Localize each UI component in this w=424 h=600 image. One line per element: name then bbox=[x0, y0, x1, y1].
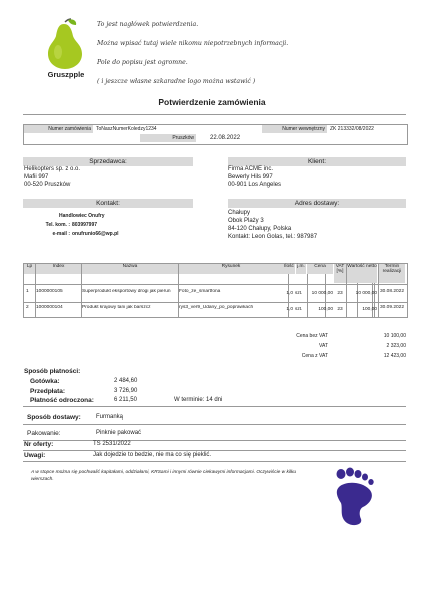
order-date: 22.08.2022 bbox=[210, 135, 241, 141]
offer-value: TS 2531/2022 bbox=[93, 441, 131, 447]
total-vat-value: 2 323,00 bbox=[386, 343, 406, 349]
contact-phone: 803997997 bbox=[72, 222, 98, 228]
shipping-divider bbox=[23, 424, 406, 425]
total-net-value: 10 100,00 bbox=[383, 333, 406, 339]
col-header-price: Cena bbox=[307, 264, 333, 274]
header-line-1: To jest nagłówek potwierdzenia. bbox=[97, 21, 199, 28]
shipping-label: Sposób dostawy: bbox=[27, 414, 81, 421]
page-title: Potwierdzenie zamówienia bbox=[158, 97, 266, 107]
delivery-line-2: Obok Plaży 3 bbox=[228, 218, 264, 224]
notes-divider bbox=[23, 461, 406, 462]
footer-note: A w stopce można się pochwalić kapitałami, oddziałami, KRSami i innymi równie ciekawymi informacjami. Oczywiście w kilku wierszach. bbox=[31, 470, 297, 482]
table-row-2-vat: 23 bbox=[337, 307, 343, 312]
footprint-logo-icon bbox=[333, 467, 381, 527]
table-row-1-lp: 1 bbox=[26, 289, 29, 294]
payment-deferred-value: 6 211,50 bbox=[114, 397, 137, 403]
seller-line-3: 00-520 Pruszków bbox=[24, 182, 71, 188]
header-line-4: ( i jeszcze własne szkaradne logo można wstawić ) bbox=[97, 78, 256, 85]
payment-divider bbox=[23, 406, 406, 407]
table-row-1-date: 30.08.2022 bbox=[379, 289, 404, 294]
col-header-qty: Ilość bbox=[283, 264, 295, 274]
company-logo bbox=[40, 18, 90, 70]
table-row-2-net: 100,00 bbox=[362, 307, 377, 312]
table-row-2-lp: 2 bbox=[26, 305, 29, 310]
total-vat-label: VAT bbox=[319, 343, 328, 349]
client-line-3: 00-901 Los Angeles bbox=[228, 182, 282, 188]
title-divider bbox=[23, 114, 406, 115]
col-header-net: Wartość netto bbox=[347, 264, 377, 283]
table-row-2-date: 30.09.2022 bbox=[379, 305, 404, 310]
table-row-1-name: Superprodukt eksportowy drogi jak pierun bbox=[82, 289, 171, 294]
offer-divider bbox=[23, 450, 406, 451]
notes-value: Jak dojedzie to bedzie, nie ma co się pieklić. bbox=[93, 452, 212, 458]
internal-number-value: ZK 213332/08/2022 bbox=[330, 126, 374, 132]
col-header-unit: j.m. bbox=[296, 264, 306, 274]
internal-number-label: Numer wewnętrzny bbox=[262, 125, 327, 133]
packing-value: Pinknie pakować bbox=[96, 430, 142, 436]
table-row-2-price: 100,00 bbox=[318, 307, 333, 312]
payment-deferred-label: Płatność odroczona: bbox=[30, 397, 94, 404]
delivery-line-3: 84-120 Chałupy, Polska bbox=[228, 226, 292, 232]
delivery-line-4: Kontakt: Leon Golas, tel.: 987987 bbox=[228, 234, 318, 240]
order-number-value: ToNaszNumerKoledzy1234 bbox=[96, 126, 157, 132]
table-row-1-qty: 1,0 bbox=[286, 291, 293, 296]
offer-label: Nr oferty: bbox=[24, 441, 54, 448]
table-row-1-price: 10 000,00 bbox=[311, 291, 333, 296]
contact-header: Kontakt: bbox=[23, 199, 193, 208]
contact-email-label: e-mail : bbox=[52, 231, 70, 237]
total-net-label: Cena bez VAT bbox=[296, 333, 328, 339]
col-header-name: Nazwa bbox=[82, 264, 178, 274]
table-row-1-drawing: Foto_ze_smartfona bbox=[179, 289, 221, 294]
col-header-vat: VAT [%] bbox=[334, 264, 346, 283]
table-row-2-drawing: rys3_ver9_Udany_po_poprawkach bbox=[179, 305, 254, 310]
contact-email[interactable]: onufrunio66@wp.pl bbox=[72, 231, 119, 237]
contact-phone-label: Tel. kom. : bbox=[45, 222, 70, 228]
payment-cash-label: Gotówka: bbox=[30, 378, 60, 385]
total-gross-label: Cena z VAT bbox=[301, 353, 328, 359]
place-label: Pruszków bbox=[140, 134, 196, 142]
payment-prepay-label: Przedpłata: bbox=[30, 388, 66, 395]
total-gross-value: 12 423,00 bbox=[383, 353, 406, 359]
table-row-2-index: 1000000104 bbox=[36, 305, 63, 310]
col-header-date: Termin realizacji bbox=[379, 264, 405, 283]
payment-header: Sposób płatności: bbox=[24, 368, 81, 375]
seller-line-2: Mafii 997 bbox=[24, 174, 49, 180]
order-number-label: Numer zamówienia bbox=[24, 125, 93, 133]
table-row-1-vat: 23 bbox=[337, 291, 343, 296]
logo-name: Gruszpple bbox=[47, 70, 85, 79]
table-row-1-index: 1000000105 bbox=[36, 289, 63, 294]
table-row-2-name: Produkt krajowy tani jak barszcz bbox=[82, 305, 151, 310]
notes-label: Uwagi: bbox=[24, 452, 46, 459]
packing-label: Pakowanie: bbox=[27, 430, 61, 437]
col-header-index: Index bbox=[36, 264, 81, 274]
table-row-2-qty: 1,0 bbox=[286, 307, 293, 312]
client-header: Klient: bbox=[228, 157, 406, 166]
header-line-2: Można wpisać tutaj wiele nikomu niepotrzebnych informacji. bbox=[97, 40, 289, 47]
client-line-1: Firma ACME inc. bbox=[228, 166, 274, 172]
col-header-drawing: Rysunek bbox=[179, 264, 283, 274]
col-header-lp: Lp bbox=[24, 264, 35, 274]
payment-cash-value: 2 484,60 bbox=[114, 378, 138, 384]
delivery-line-1: Chałupy bbox=[228, 210, 251, 216]
client-line-2: Bewerly Hils 997 bbox=[228, 174, 273, 180]
shipping-value: Furmanką bbox=[96, 414, 124, 420]
header-line-3: Pole do popisu jest ogromne. bbox=[97, 59, 188, 66]
table-row-1-unit: szt. bbox=[295, 291, 303, 296]
table-row-2-unit: szt. bbox=[295, 307, 303, 312]
packing-divider bbox=[23, 440, 406, 441]
seller-line-1: Helikopters sp. z o.o. bbox=[24, 166, 81, 172]
table-row-1-net: 10 000,00 bbox=[355, 291, 377, 296]
seller-header: Sprzedawca: bbox=[23, 157, 193, 166]
payment-prepay-value: 3 726,90 bbox=[114, 388, 138, 394]
payment-term: W terminie: 14 dni bbox=[174, 397, 223, 403]
contact-name: Handlowiec Onufry bbox=[59, 213, 105, 219]
delivery-header: Adres dostawy: bbox=[228, 199, 406, 208]
